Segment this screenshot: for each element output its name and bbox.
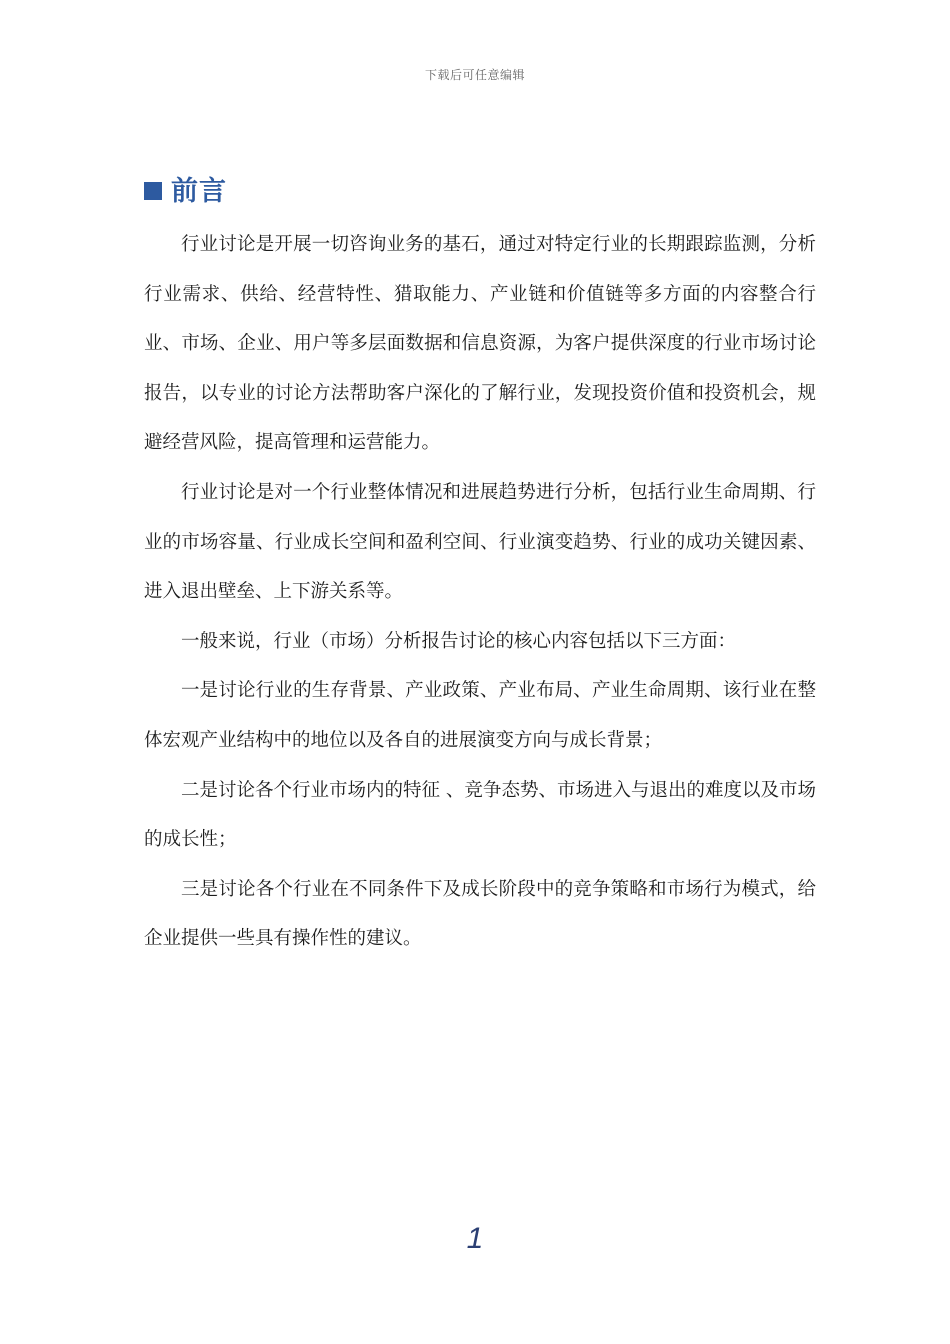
paragraph: 行业讨论是开展一切咨询业务的基石，通过对特定行业的长期跟踪监测，分析行业需求、供给、经营特性、猎取能力、产业链和价值链等多方面的内容整合行业、市场、企业、用户等多层面数据和信息资源，为客户提供深度的行业市场讨论报告，以专业的讨论方法帮助客户深化的了解行业，发现投资价值和投资机会，规避经营风险，提高管理和运营能力。 [144, 234, 816, 454]
page-number: 1 [466, 1222, 484, 1255]
section-title: 前言 [171, 175, 227, 207]
paragraph: 二是讨论各个行业市场内的特征 、竞争态势、市场进入与退出的难度以及市场的成长性； [144, 779, 816, 851]
body-text [144, 220, 816, 964]
paragraph: 行业讨论是对一个行业整体情况和进展趋势进行分析，包括行业生命周期、行业的市场容量、行业成长空间和盈利空间、行业演变趋势、行业的成功关键因素、进入退出壁垒、上下游关系等。 [144, 481, 816, 603]
section-heading [144, 170, 227, 206]
paragraph: 一是讨论行业的生存背景、产业政策、产业布局、产业生命周期、该行业在整体宏观产业结构中的地位以及各自的进展演变方向与成长背景； [144, 680, 816, 751]
paragraph: 一般来说，行业（市场）分析报告讨论的核心内容包括以下三方面： [181, 630, 737, 652]
paragraph: 三是讨论各个行业在不同条件下及成长阶段中的竞争策略和市场行为模式，给企业提供一些具有操作性的建议。 [144, 878, 816, 950]
heading-square-icon [144, 182, 162, 200]
header-note: 下载后可任意编辑 [424, 68, 525, 82]
